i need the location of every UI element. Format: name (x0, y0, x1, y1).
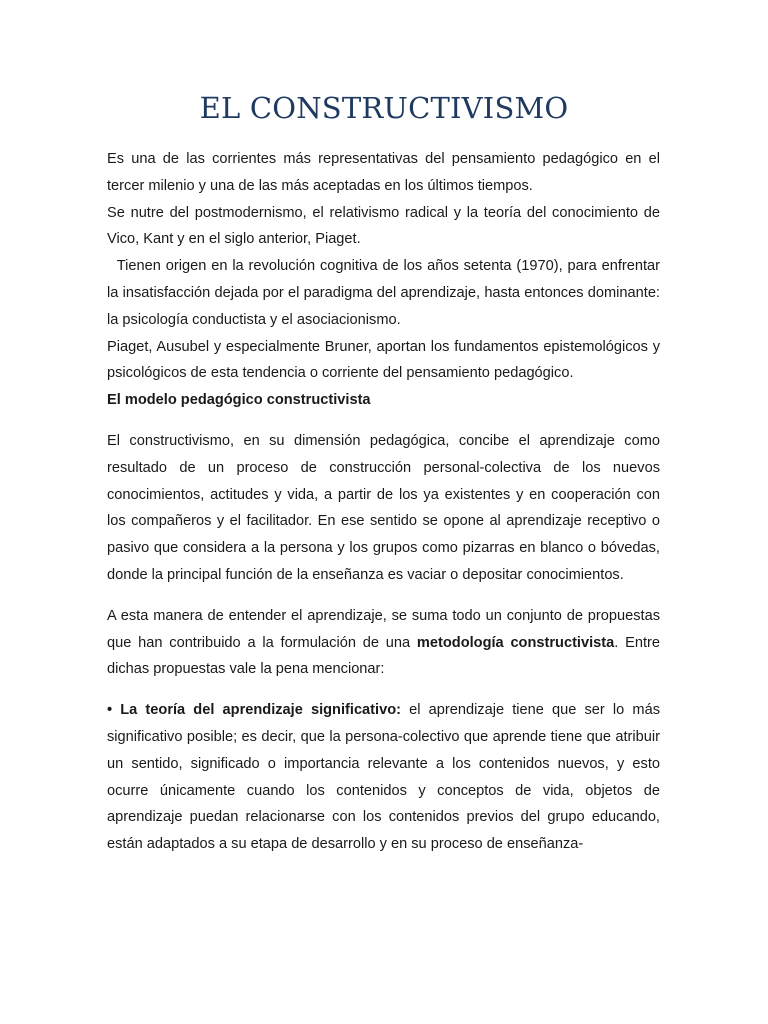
paragraph-constructivism: El constructivismo, en su dimensión pedagógica, concibe el aprendizaje como resultado de un proceso de construcción personal-colectiva de los nuevos conocimientos, actitudes y vida, a partir de los ya existentes y en cooperación con los compañeros y el facilitador. En ese sentido se opone al aprendizaje receptivo o pasivo que considera a la persona y los grupos como pizarras en blanco o bóvedas, donde la principal función de la enseñanza es vaciar o depositar conocimientos. (107, 432, 660, 583)
page-title: EL CONSTRUCTIVISMO (199, 91, 569, 125)
paragraph-origin: Tienen origen en la revolución cognitiva de los años setenta (1970), para enfrentar la insatisfacción dejada por el paradigma del aprendizaje, hasta entonces dominante: la psicología conductista y el asociacionismo. (107, 258, 665, 328)
section-subheading: El modelo pedagógico constructivista (107, 392, 371, 409)
bullet-heading: • La teoría del aprendizaje significativo: (107, 702, 401, 719)
paragraph-proposals-lead: A esta manera de entender el aprendizaje, se suma todo un conjunto de propuestas que han contribuido a la formulación de una (107, 607, 660, 651)
paragraph-proposals (107, 603, 660, 683)
paragraph-spacer (107, 414, 660, 428)
methodology-term: metodología constructivista (416, 634, 615, 651)
paragraph-significant-learning (107, 697, 660, 858)
paragraph-intro: Es una de las corrientes más representativas del pensamiento pedagógico en el tercer milenio y una de las más aceptadas en los últimos tiempos. (107, 151, 660, 194)
paragraph-spacer (107, 683, 660, 697)
paragraph-influences: Se nutre del postmodernismo, el relativismo radical y la teoría del conocimiento de Vico, Kant y en el siglo anterior, Piaget. (107, 204, 660, 248)
paragraph-proposals-tail: . Entre dichas propuestas vale la pena mencionar: (107, 634, 660, 678)
bullet-text: el aprendizaje tiene que ser lo más significativo posible; es decir, que la persona-colectivo que aprende tiene que atribuir un sentido, significado o importancia relevante a los contenidos nuevos, y esto ocurre únicamente cuando los contenidos y conceptos de vida, objetos de aprendizaje puedan relacionarse con los contenidos previos del grupo educando, están adaptados a su etapa de desarrollo y en su proceso de enseñanza- (107, 702, 660, 853)
paragraph-authors: Piaget, Ausubel y especialmente Bruner, aportan los fundamentos epistemológicos y psicológicos de esta tendencia o corriente del pensamiento pedagógico. (107, 338, 660, 382)
paragraph-spacer (107, 589, 660, 603)
document-body (107, 146, 665, 858)
